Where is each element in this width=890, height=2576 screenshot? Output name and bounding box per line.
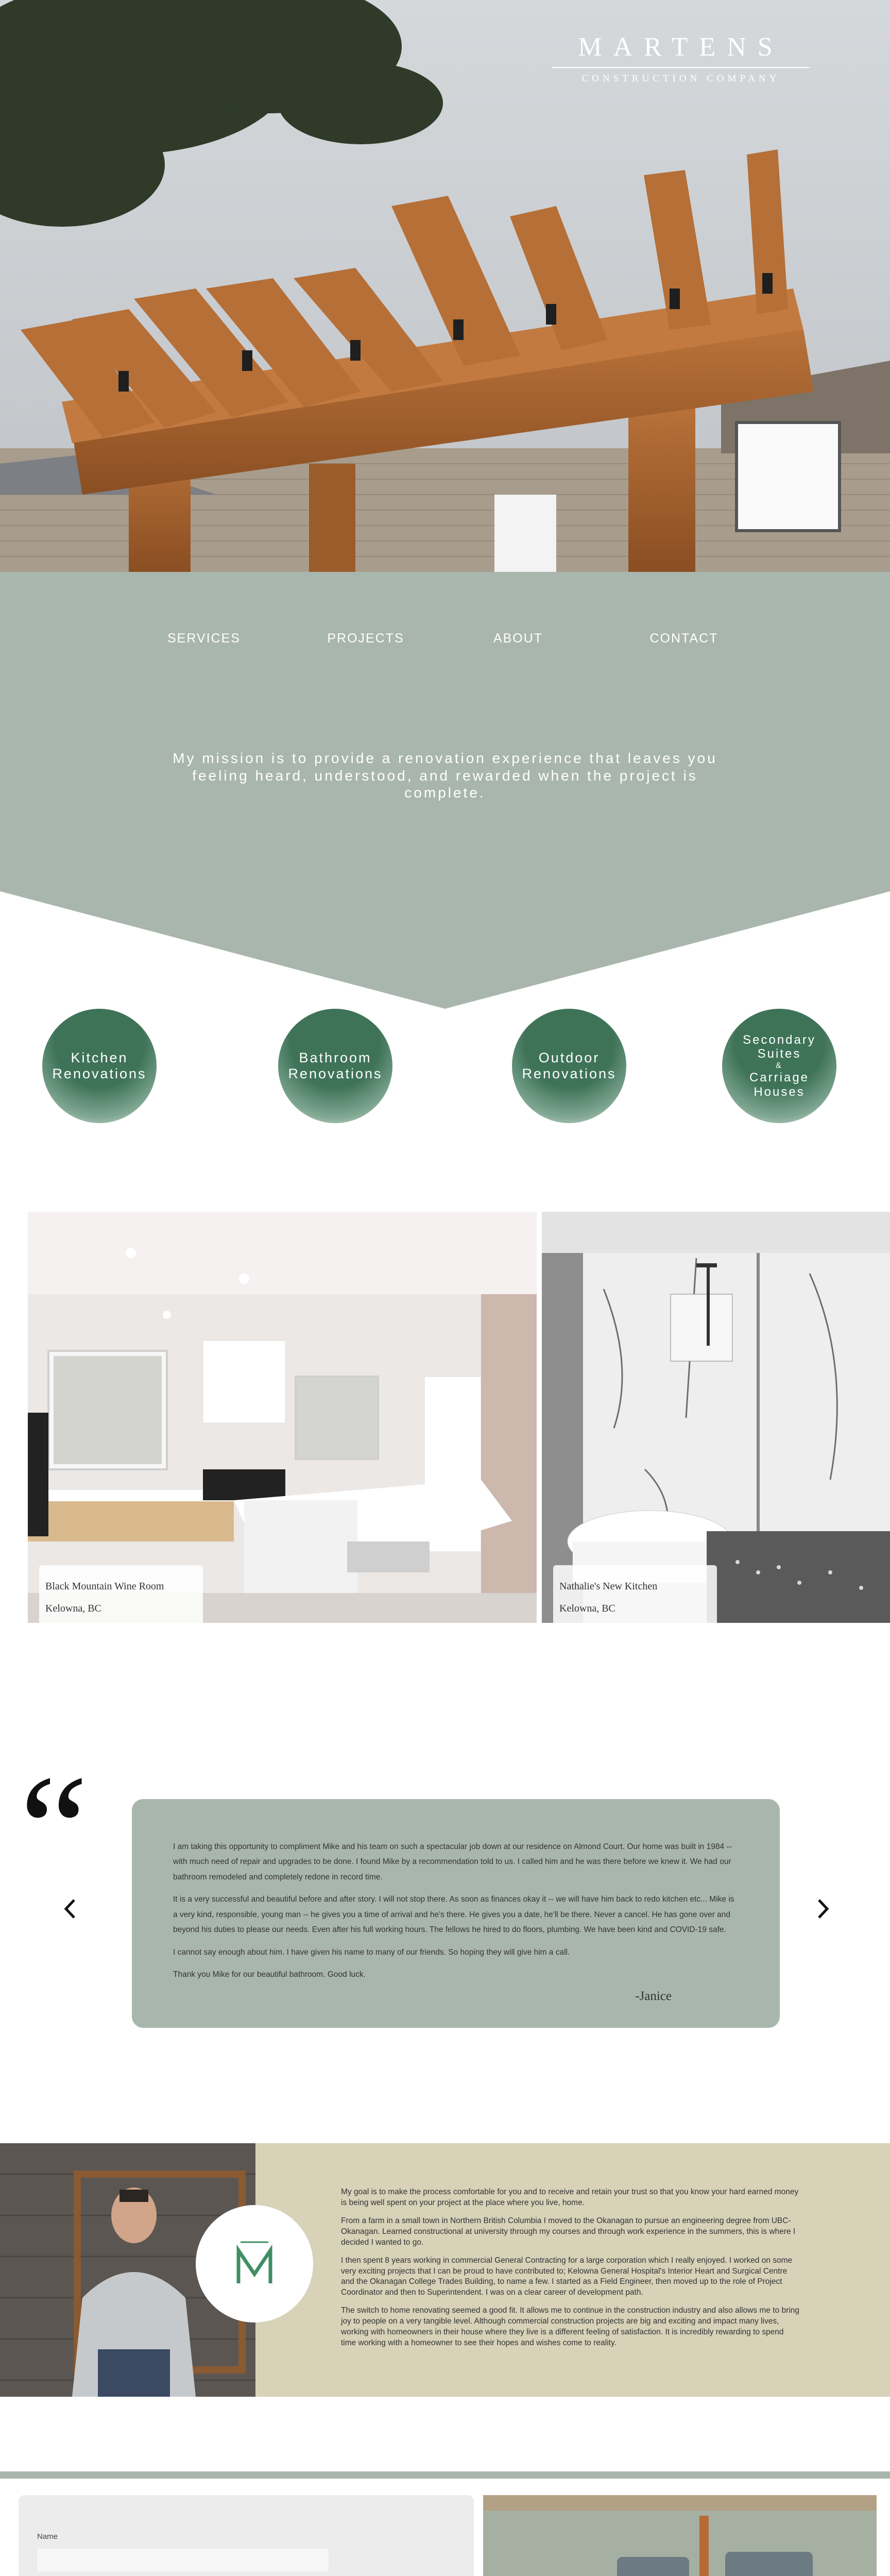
service-label-line: Houses bbox=[754, 1084, 805, 1099]
mission-statement: My mission is to provide a renovation experience that leaves you feeling heard, understood, and rewarded when the project is complete. bbox=[173, 750, 717, 801]
hero-pergola-photo bbox=[0, 0, 890, 572]
service-secondary-suites-carriage-houses[interactable] bbox=[722, 1009, 836, 1123]
testimonial-paragraph: I cannot say enough about him. I have given his name to many of our friends. So hoping they will give him a call. bbox=[173, 1947, 570, 1957]
project-location: Kelowna, BC bbox=[45, 1603, 101, 1614]
service-label-line: Renovations bbox=[288, 1066, 383, 1081]
project-title: Nathalie's New Kitchen bbox=[559, 1581, 658, 1592]
testimonial-next-arrow-icon[interactable] bbox=[813, 1896, 833, 1922]
service-label-line: Kitchen bbox=[71, 1049, 128, 1065]
martens-m-logo-icon bbox=[231, 2238, 278, 2290]
hero-section bbox=[0, 0, 890, 572]
service-label-line: & bbox=[776, 1061, 783, 1070]
service-label-line: Carriage bbox=[749, 1071, 810, 1085]
service-bathroom-renovations[interactable] bbox=[278, 1009, 392, 1123]
kitchen-project-photo bbox=[28, 1212, 537, 1623]
deck-project-photo bbox=[483, 2495, 877, 2576]
name-label: Name bbox=[37, 2532, 58, 2541]
project-card-wine-room[interactable] bbox=[28, 1212, 537, 1623]
testimonial-paragraph: Thank you Mike for our beautiful bathroom. Good luck. bbox=[173, 1970, 366, 1979]
name-input[interactable] bbox=[37, 2549, 329, 2571]
service-label-line: Secondary bbox=[743, 1032, 816, 1047]
testimonial-prev-arrow-icon[interactable] bbox=[60, 1896, 80, 1922]
about-section bbox=[0, 2143, 890, 2397]
service-label-line: Renovations bbox=[522, 1066, 617, 1081]
contact-form bbox=[19, 2495, 474, 2576]
project-title: Black Mountain Wine Room bbox=[45, 1581, 164, 1592]
project-card-nathalie-kitchen[interactable] bbox=[542, 1212, 890, 1623]
testimonial-card bbox=[132, 1799, 780, 2028]
testimonial-author: -Janice bbox=[635, 1989, 672, 2003]
nav-contact[interactable]: CONTACT bbox=[649, 631, 718, 646]
bathroom-project-photo bbox=[542, 1212, 890, 1623]
service-outdoor-renovations[interactable] bbox=[512, 1009, 626, 1123]
about-paragraph: My goal is to make the process comfortable for you and to receive and retain your trust so that you know your hard earned money is being well spent on your project at the place where you live, home. bbox=[341, 2188, 799, 2207]
project-location: Kelowna, BC bbox=[559, 1603, 615, 1614]
about-paragraph: I then spent 8 years working in commercial General Contracting for a large corporation which I really enjoyed. I worked on some very exciting projects that I can be proud to have contributed to; Kelowna General Hospital's Interior Heart and Surgical Centre and the Okanagan College Trades Building, to name a few. I started as a Field Engineer, then moved up to the role of Project Coordinator and then to Superintendent. I was on a clear career of development path. bbox=[341, 2256, 793, 2297]
brand-subtitle: CONSTRUCTION COMPANY bbox=[581, 73, 780, 84]
testimonial-paragraph: I am taking this opportunity to compliment Mike and his team on such a spectacular job down at our residence on Almond Court. Our home was built in 1984 -- with much need of repair and upgrades to be done. I found Mike by a recommendation told to us. I called him and he was there before we knew it. We had our bathroom remodeled and completely redone in record time. bbox=[173, 1842, 732, 1882]
about-paragraph: The switch to home renovating seemed a good fit. It allows me to continue in the construction industry and also allows me to bring joy to people on a very tangible level. Although commercial construction projects are big and exciting and impact many lives, working with homeowners in their house where they live is a different feeling of satisfaction. It is incredibly rewarding to spend time working with a homeowner to see their hopes and wishes come to reality. bbox=[341, 2306, 800, 2348]
project-caption bbox=[39, 1565, 203, 1623]
service-label-line: Outdoor bbox=[538, 1049, 600, 1065]
brand-name: MARTENS bbox=[578, 32, 784, 62]
service-label-line: Suites bbox=[757, 1047, 801, 1061]
project-caption bbox=[553, 1565, 717, 1623]
about-text bbox=[341, 2187, 799, 2356]
brand-rule bbox=[552, 67, 809, 68]
hero-brand-logo[interactable] bbox=[547, 34, 815, 84]
service-kitchen-renovations[interactable] bbox=[42, 1009, 157, 1123]
nav-mission-section bbox=[0, 572, 890, 1020]
quote-mark-icon: “ bbox=[20, 1743, 89, 1914]
service-label-line: Renovations bbox=[52, 1066, 147, 1081]
testimonial-paragraph: It is a very successful and beautiful before and after story. I will not stop there. As soon as finances okay it -- we will have him back to redo kitchen etc... Mike is a very kind, responsible, young man -- he gives you a time of arrival and he's there. He gives you a date, he'll be there. Never a cancel. He has gone over and beyond his duties to please our needs. Even after his full working hours. The fellows he hired to do floors, plumbing. We have been kind and COVID-19 safe. bbox=[173, 1895, 734, 1935]
service-label-line: Bathroom bbox=[299, 1049, 372, 1065]
about-logo-badge bbox=[196, 2205, 313, 2323]
about-paragraph: From a farm in a small town in Northern British Columbia I moved to the Okanagan to pursue an engineering degree from UBC-Okanagan. Learned constructional at university through my courses and through work experience in the summers, this is where I decided I wanted to go. bbox=[341, 2216, 796, 2247]
nav-services[interactable]: SERVICES bbox=[167, 631, 241, 646]
nav-about[interactable]: ABOUT bbox=[493, 631, 543, 646]
nav-projects[interactable]: PROJECTS bbox=[327, 631, 404, 646]
section-divider bbox=[0, 2471, 890, 2479]
